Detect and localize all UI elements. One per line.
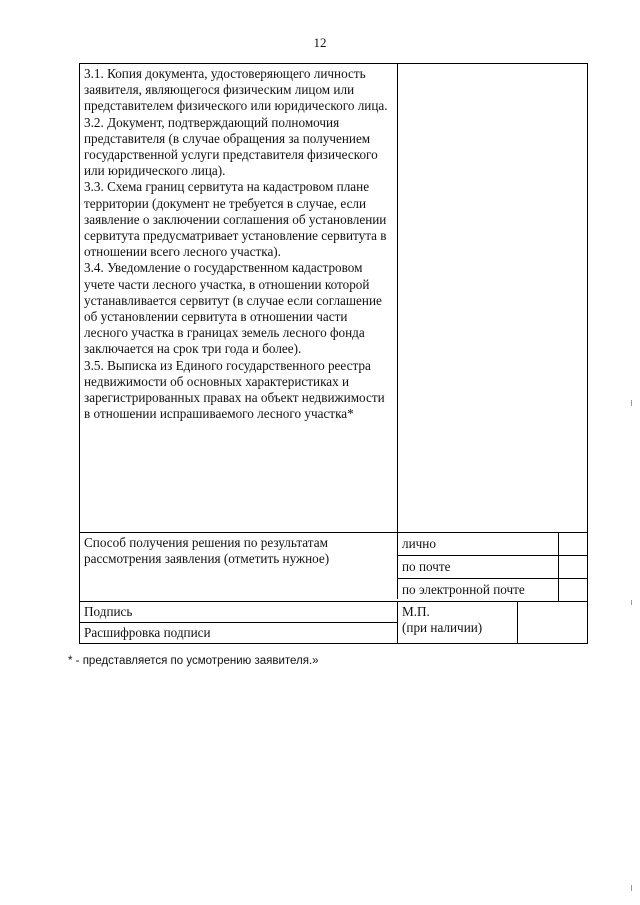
option-by-email[interactable] <box>398 579 587 601</box>
document-item: 3.2. Документ, подтверждающий полномочия представителя (в случае обращения за получением государственной услуги представителя физического или юридического лица). <box>84 114 378 179</box>
documents-marks[interactable] <box>398 64 587 532</box>
option-by-mail[interactable] <box>398 556 587 579</box>
document-item: 3.3. Схема границ сервитута на кадастровом плане территории (документ не требуется в случае, если заявление о заключении соглашения об установлении сервитута предусматривает установление сервитута в отношении всего лесного участка). <box>84 179 387 260</box>
documents-row <box>79 63 588 532</box>
document-item: 3.1. Копия документа, удостоверяющего личность заявителя, являющегося физическим лицом или представителем физического или юридического лица. <box>84 66 388 114</box>
document-item: 3.5. Выписка из Единого государственного реестра недвижимости об основных характеристиках и зарегистрированных правах на объект недвижимости в отношении испрашиваемого лесного участка* <box>84 357 385 422</box>
option-in-person[interactable] <box>398 533 587 556</box>
scan-edge-mark <box>631 400 632 406</box>
option-checkbox[interactable] <box>559 533 587 555</box>
receipt-method-options <box>398 533 587 601</box>
option-label: по почте <box>398 556 559 578</box>
signature-transcript-label: Расшифровка подписи <box>84 625 211 640</box>
page-number: 12 <box>313 35 327 50</box>
footnote: * - представляется по усмотрению заявителя.» <box>68 655 319 667</box>
option-label: по электронной почте <box>398 579 559 601</box>
application-table <box>79 63 588 644</box>
scan-edge-mark <box>631 600 632 605</box>
receipt-method-label: Способ получения решения по результатам рассмотрения заявления (отметить нужное) <box>80 533 398 599</box>
seal-area <box>398 602 587 643</box>
option-checkbox[interactable] <box>559 556 587 578</box>
documents-list <box>80 64 398 532</box>
signature-fields <box>80 602 398 643</box>
option-label: лично <box>398 533 559 555</box>
scan-edge-mark <box>631 885 632 891</box>
signature-block <box>79 601 588 644</box>
seal-abbrev: М.П. <box>402 604 430 619</box>
seal-note: (при наличии) <box>402 620 483 635</box>
option-checkbox[interactable] <box>559 579 587 601</box>
seal-field[interactable] <box>518 602 587 643</box>
document-item: 3.4. Уведомление о государственном кадастровом учете части лесного участка, в отношении которой устанавливается сервитут (в случае если соглашение об установлении сервитута в отношении части лесного участка в границах земель лесного фонда заключается на срок три года и более). <box>84 260 382 357</box>
receipt-method-row <box>79 532 588 601</box>
seal-label <box>398 602 518 643</box>
signature-label: Подпись <box>80 602 397 623</box>
